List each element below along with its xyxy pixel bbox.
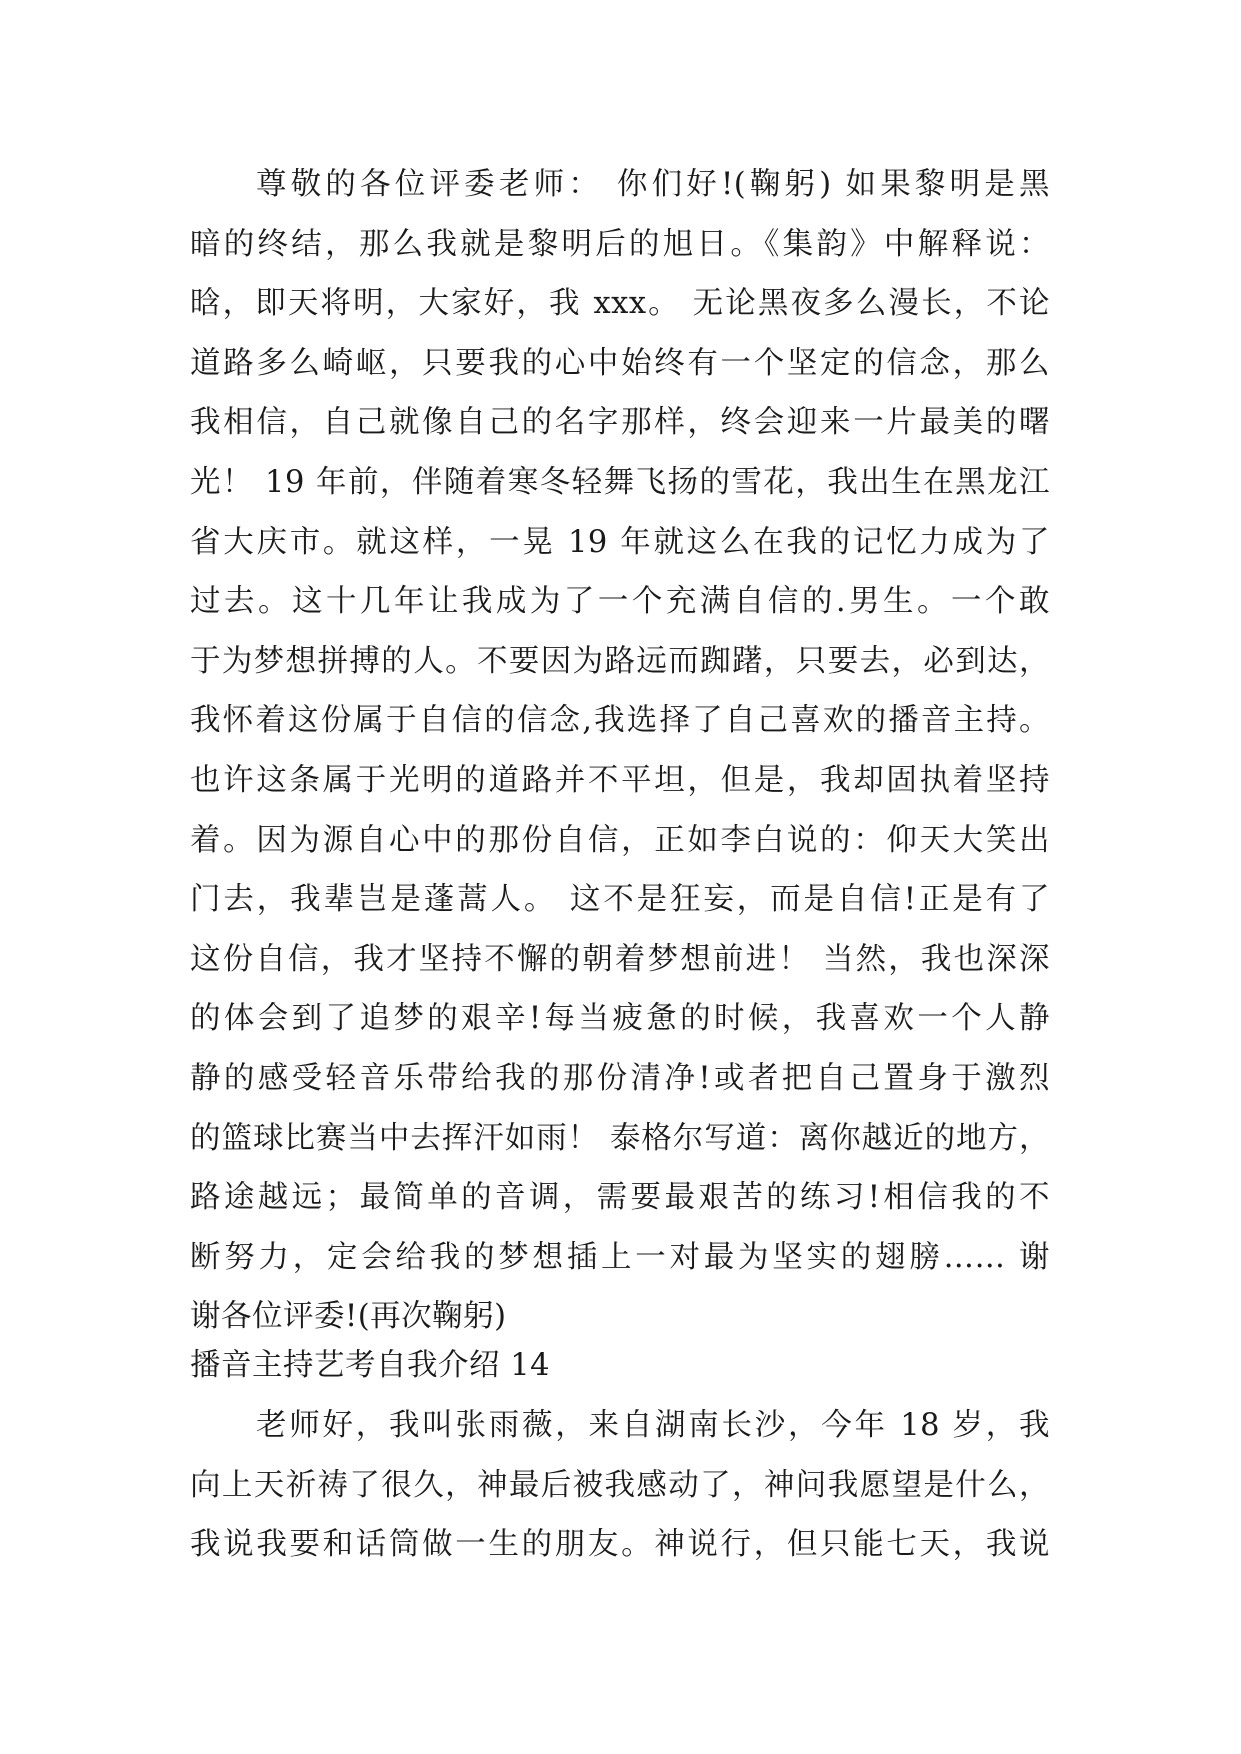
paragraph-line: 静的感受轻音乐带给我的那份清净!或者把自己置身于激烈 [190, 1060, 1050, 1096]
heading-text: 播音主持艺考自我介绍 14 [190, 1348, 551, 1383]
paragraph-line: 路途越远；最简单的音调，需要最艰苦的练习!相信我的不 [190, 1180, 1050, 1216]
paragraph-line: 省大庆市。就这样，一晃 19 年就这么在我的记忆力成为了 [190, 524, 1050, 560]
paragraph-line: 断努力，定会给我的梦想插上一对最为坚实的翅膀…… 谢 [190, 1239, 1050, 1275]
paragraph-line: 晗，即天将明，大家好，我 xxx。 无论黑夜多么漫长，不论 [190, 286, 1050, 322]
paragraph-line: 谢各位评委!(再次鞠躬) [190, 1299, 507, 1335]
paragraph-2 [190, 1396, 1050, 1575]
paragraph-line: 暗的终结，那么我就是黎明后的旭日。《集韵》中解释说： [190, 226, 1050, 262]
paragraph-line: 的篮球比赛当中去挥汗如雨！ 泰格尔写道：离你越近的地方， [190, 1120, 1050, 1156]
paragraph-line: 光！ 19 年前，伴随着寒冬轻舞飞扬的雪花，我出生在黑龙江 [190, 464, 1050, 500]
paragraph-line: 我相信，自己就像自己的名字那样，终会迎来一片最美的曙 [190, 405, 1050, 441]
paragraph-line: 门去，我辈岂是蓬蒿人。 这不是狂妄，而是自信!正是有了 [190, 882, 1050, 918]
section-heading [190, 1336, 1050, 1396]
paragraph-line: 于为梦想拼搏的人。不要因为路远而踟躇，只要去，必到达， [190, 643, 1050, 679]
paragraph-line: 向上天祈祷了很久，神最后被我感动了，神问我愿望是什么， [190, 1467, 1050, 1503]
paragraph-line: 着。因为源自心中的那份自信，正如李白说的：仰天大笑出 [190, 822, 1050, 858]
paragraph-line: 这份自信，我才坚持不懈的朝着梦想前进！ 当然，我也深深 [190, 941, 1050, 977]
paragraph-line: 我怀着这份属于自信的信念,我选择了自己喜欢的播音主持。 [190, 703, 1050, 739]
paragraph-line: 道路多么崎岖，只要我的心中始终有一个坚定的信念，那么 [190, 345, 1050, 381]
paragraph-1 [190, 155, 1050, 1347]
paragraph-line: 我说我要和话筒做一生的朋友。神说行，但只能七天，我说 [190, 1527, 1050, 1563]
paragraph-line: 也许这条属于光明的道路并不平坦，但是，我却固执着坚持 [190, 762, 1050, 798]
paragraph-line: 尊敬的各位评委老师： 你们好!(鞠躬) 如果黎明是黑 [256, 167, 1050, 202]
paragraph-line: 过去。这十几年让我成为了一个充满自信的.男生。一个敢 [190, 584, 1050, 620]
paragraph-line: 老师好，我叫张雨薇，来自湖南长沙，今年 18 岁，我 [256, 1408, 1050, 1443]
paragraph-line: 的体会到了追梦的艰辛!每当疲惫的时候，我喜欢一个人静 [190, 1001, 1050, 1037]
